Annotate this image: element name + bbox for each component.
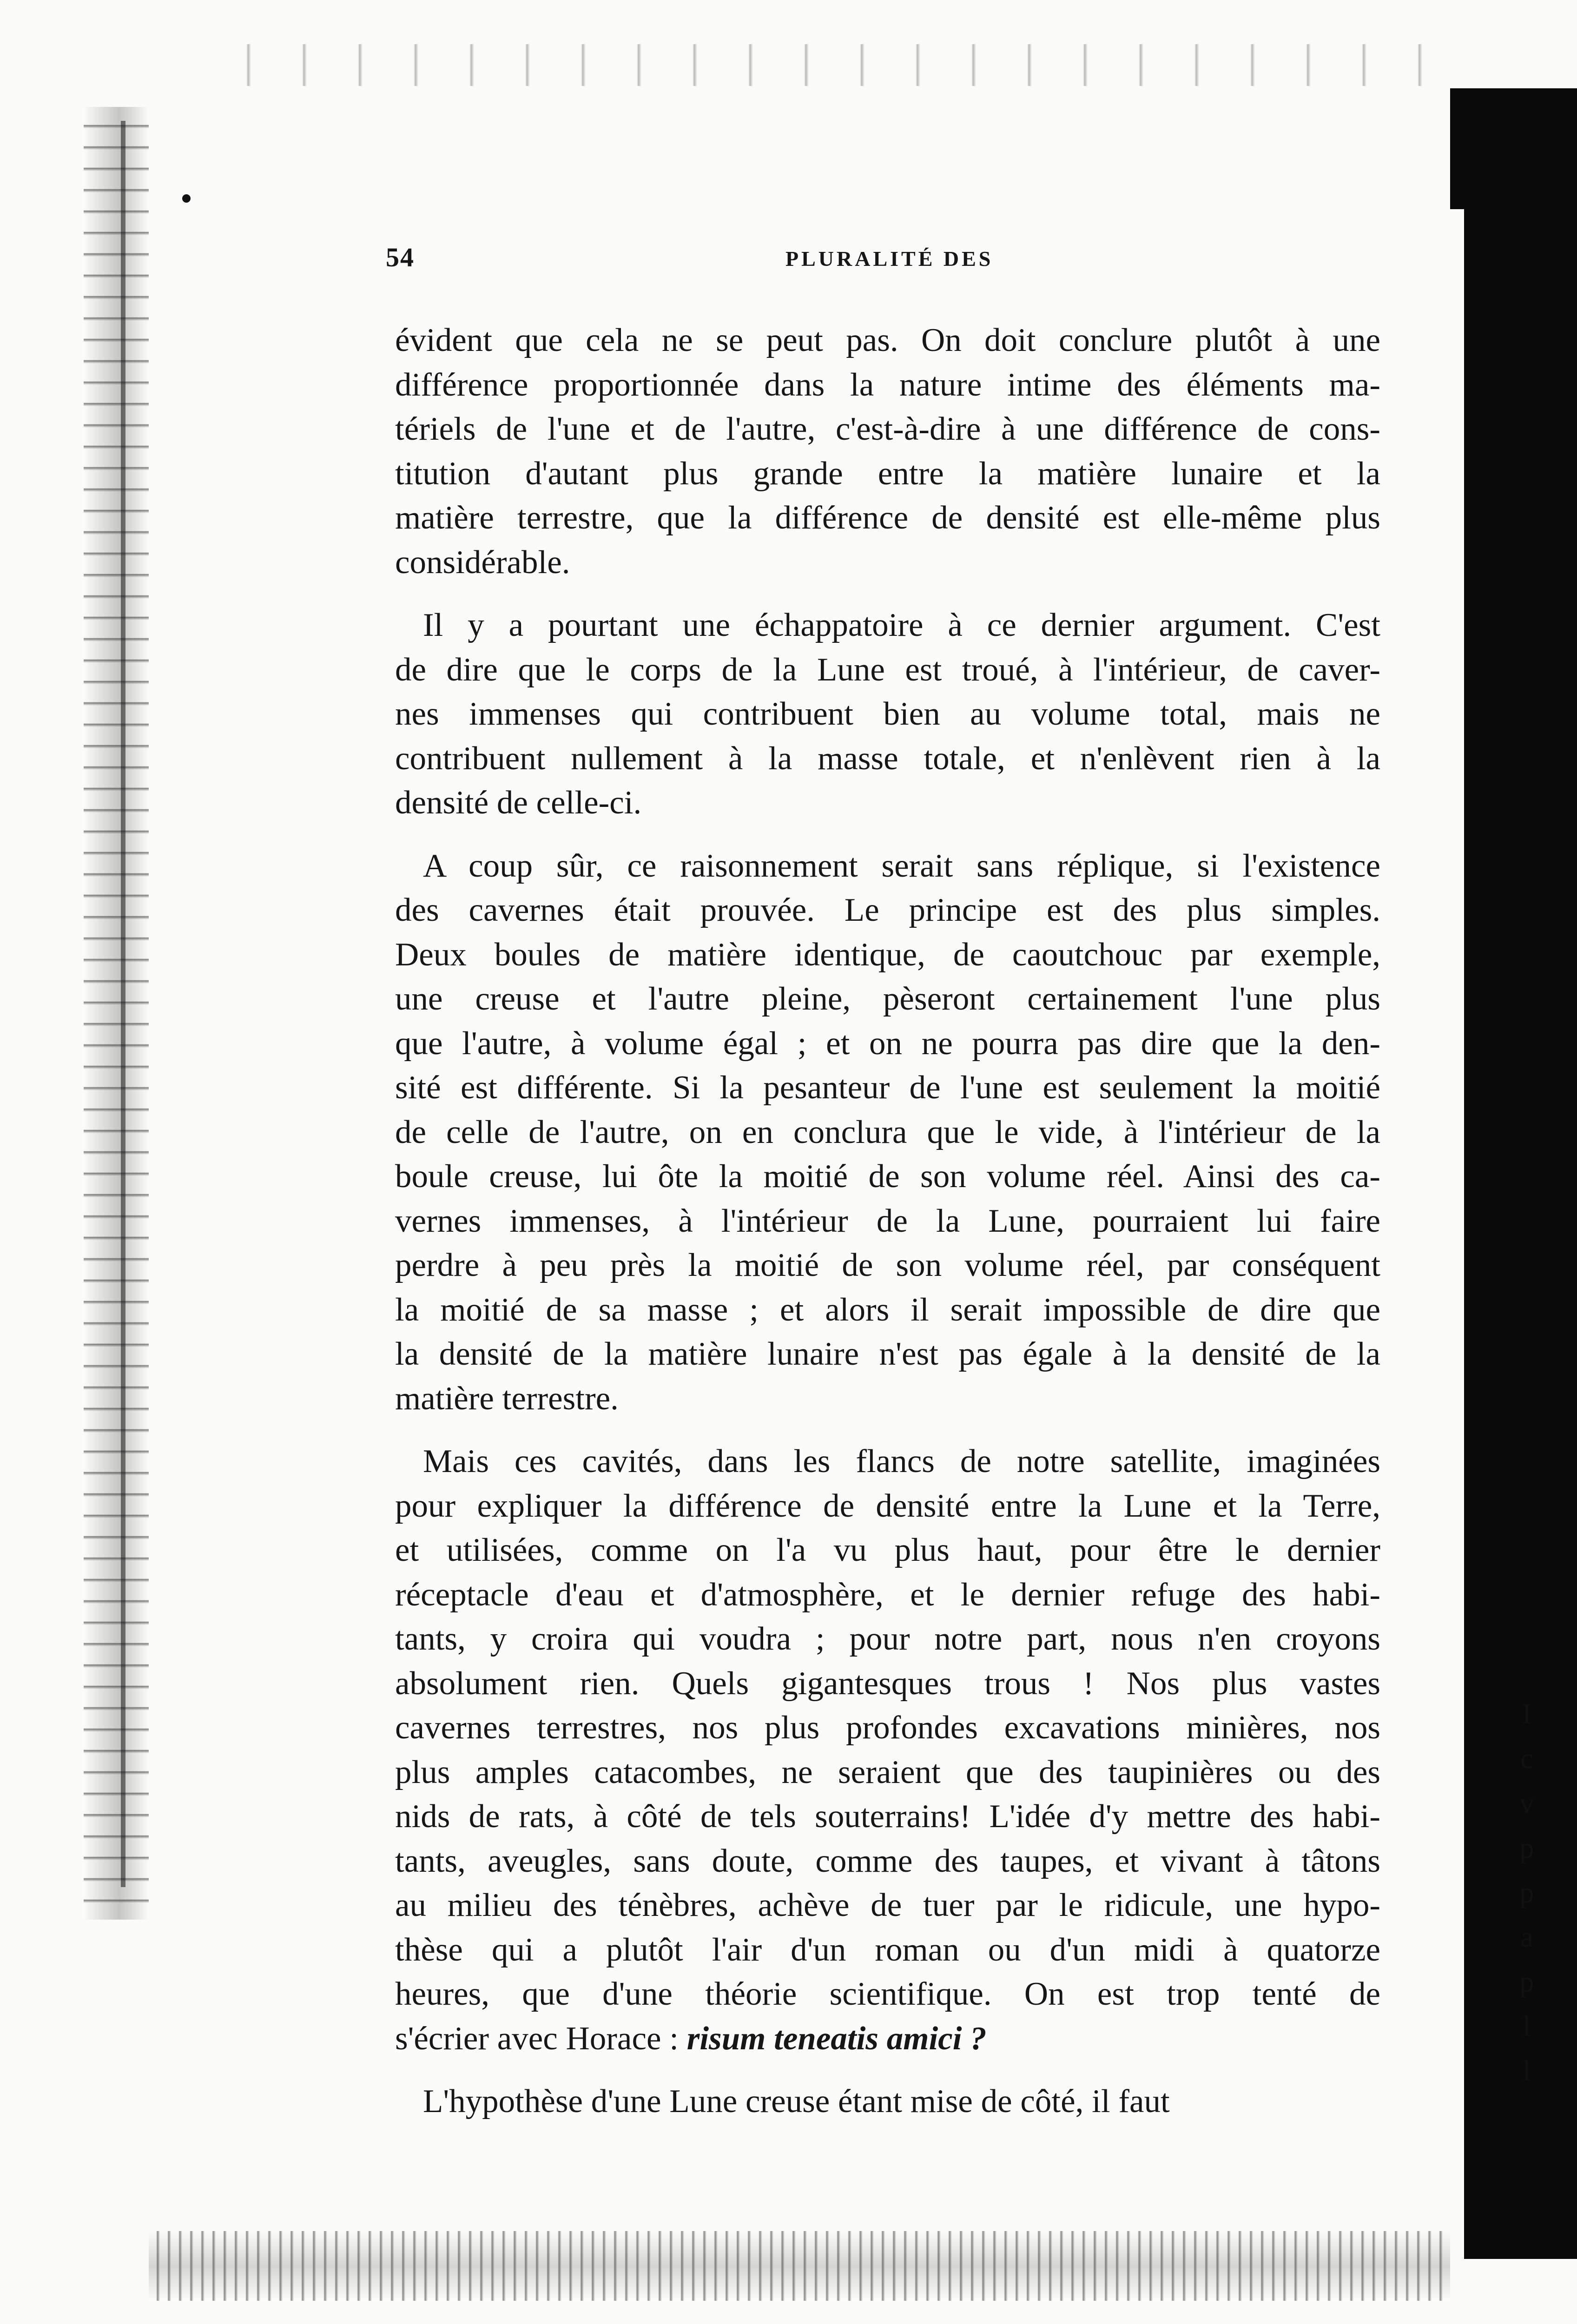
paragraph	[395, 1439, 1380, 2061]
text-line: une creuse et l'autre pleine, pèseront certainement l'une plus	[395, 981, 1380, 1017]
paragraph	[395, 2080, 1380, 2124]
text-line: tants, y croira qui voudra ; pour notre part, nous n'en croyons	[395, 1621, 1380, 1657]
paragraph	[395, 603, 1380, 825]
text-line: pour expliquer la différence de densité entre la Lune et la Terre,	[395, 1487, 1380, 1524]
text-line: absolument rien. Quels gigantesques trous ! Nos plus vastes	[395, 1665, 1380, 1702]
text-line: réceptacle d'eau et d'atmosphère, et le dernier refuge des habi-	[395, 1576, 1380, 1613]
text-line: matière terrestre.	[395, 1380, 619, 1417]
paragraph	[395, 318, 1380, 585]
paragraph-gap	[395, 585, 1380, 603]
text-line: boule creuse, lui ôte la moitié de son volume réel. Ainsi des ca-	[395, 1158, 1380, 1195]
text-line: heures, que d'une théorie scientifique. On est trop tenté de	[395, 1976, 1380, 2012]
running-head	[386, 242, 1380, 279]
text-line: au milieu des ténèbres, achève de tuer par le ridicule, une hypo-	[395, 1887, 1380, 1923]
paragraph-gap	[395, 825, 1380, 844]
text-line: thèse qui a plutôt l'air d'un roman ou d'un midi à quatorze	[395, 1931, 1380, 1968]
page-number: 54	[386, 242, 415, 272]
text-line: tants, aveugles, sans doute, comme des taupes, et vivant à tâtons	[395, 1842, 1380, 1879]
text-line: perdre à peu près la moitié de son volume réel, par conséquent	[395, 1247, 1380, 1283]
text-line: plus amples catacombes, ne seraient que des taupinières ou des	[395, 1754, 1380, 1790]
text-line: différence proportionnée dans la nature intime des éléments ma-	[395, 366, 1380, 403]
text-line: A coup sûr, ce raisonnement serait sans réplique, si l'existence	[423, 847, 1380, 884]
paragraph-gap	[395, 1421, 1380, 1439]
text-line: de celle de l'autre, on en conclura que le vide, à l'intérieur de la	[395, 1114, 1380, 1150]
text-line: de dire que le corps de la Lune est troué, à l'intérieur, de caver-	[395, 651, 1380, 688]
text-line: des cavernes était prouvée. Le principe est des plus simples.	[395, 892, 1380, 928]
text-line	[395, 2017, 1380, 2061]
scan-speck	[182, 194, 191, 203]
text-line: titution d'autant plus grande entre la matière lunaire et la	[395, 455, 1380, 492]
text-line: considérable.	[395, 544, 570, 581]
text-line: évident que cela ne se peut pas. On doit conclure plutôt à une	[395, 322, 1380, 358]
text-line: sité est différente. Si la pesanteur de l'une est seulement la moitié	[395, 1070, 1380, 1106]
text-line-lead: s'écrier avec Horace :	[395, 2020, 687, 2057]
running-title: PLURALITÉ DES	[785, 247, 994, 271]
scan-binding-rule	[121, 121, 125, 1887]
text-line: densité de celle-ci.	[395, 785, 642, 821]
text-line: nids de rats, à côté de tels souterrains! L'idée d'y mettre des habi-	[395, 1798, 1380, 1835]
text-line: Deux boules de matière identique, de caoutchouc par exemple,	[395, 936, 1380, 973]
text-line: vernes immenses, à l'intérieur de la Lune, pourraient lui faire	[395, 1202, 1380, 1239]
text-line: la moitié de sa masse ; et alors il serait impossible de dire que	[395, 1291, 1380, 1328]
text-line: matière terrestre, que la différence de densité est elle-même plus	[395, 500, 1380, 536]
text-line: et utilisées, comme on l'a vu plus haut, pour être le dernier	[395, 1532, 1380, 1568]
latin-quotation: risum teneatis amici ?	[686, 2020, 987, 2057]
text-line: Il y a pourtant une échappatoire à ce dernier argument. C'est	[423, 607, 1380, 643]
text-line: cavernes terrestres, nos plus profondes excavations minières, nos	[395, 1710, 1380, 1746]
text-line: la densité de la matière lunaire n'est pas égale à la densité de la	[395, 1336, 1380, 1372]
text-line: L'hypothèse d'une Lune creuse étant mise de côté, il faut	[423, 2083, 1170, 2119]
text-line: Mais ces cavités, dans les flancs de notre satellite, imaginées	[423, 1443, 1380, 1479]
paragraph	[395, 844, 1380, 1421]
text-line: contribuent nullement à la masse totale, et n'enlèvent rien à la	[395, 740, 1380, 777]
body-text	[395, 318, 1380, 2124]
text-line: que l'autre, à volume égal ; et on ne pourra pas dire que la den-	[395, 1025, 1380, 1062]
facing-page-fragments: I c v p p a p l l	[1519, 1698, 1534, 2087]
text-line: nes immenses qui contribuent bien au volume total, mais ne	[395, 696, 1380, 732]
paragraph-gap	[395, 2061, 1380, 2080]
scan-binding-edge	[84, 107, 149, 1920]
text-line: tériels de l'une et de l'autre, c'est-à-dire à une différence de cons-	[395, 411, 1380, 447]
scan-noise-top	[195, 44, 1450, 86]
scan-noise-bottom	[149, 2231, 1450, 2301]
